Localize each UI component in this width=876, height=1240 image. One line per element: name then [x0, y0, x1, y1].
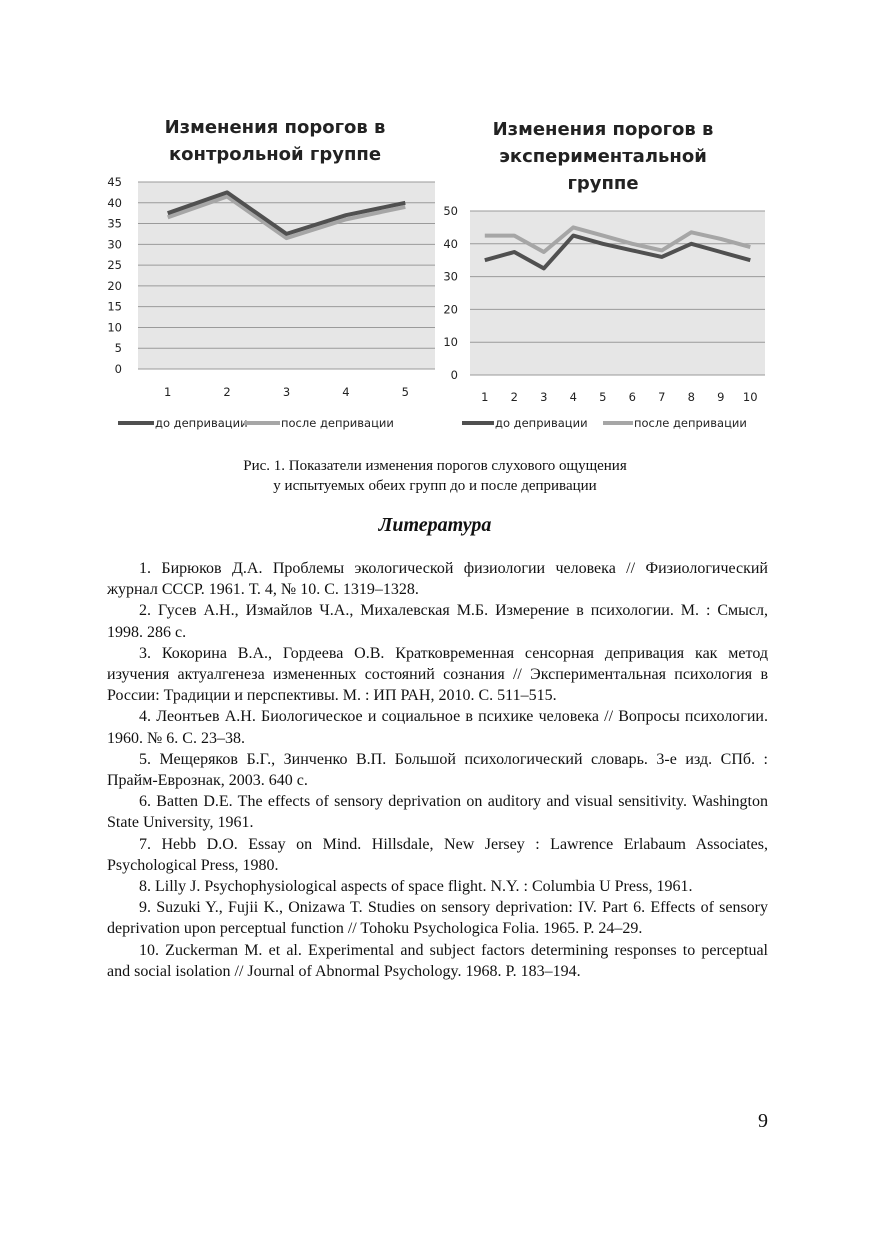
y-tick-label: 10 [107, 320, 122, 335]
y-tick-label: 45 [107, 175, 122, 189]
y-tick-label: 50 [443, 204, 458, 218]
reference-item: 4. Леонтьев А.Н. Биологическое и социальное в психике человека // Вопросы психологии. 1960. № 6. С. 23–38. [107, 708, 768, 747]
chart-title-line: группе [567, 173, 639, 194]
x-tick-label: 1 [481, 390, 489, 404]
x-tick-label: 7 [658, 390, 666, 404]
chart-title-line: Изменения порогов в [492, 119, 714, 140]
x-tick-label: 1 [164, 385, 172, 399]
y-tick-label: 35 [107, 216, 122, 231]
x-tick-label: 5 [401, 385, 409, 399]
x-tick-label: 6 [628, 390, 636, 404]
y-tick-label: 15 [107, 299, 122, 314]
experimental-group-chart [440, 105, 775, 440]
y-tick-label: 30 [107, 237, 122, 252]
y-tick-label: 30 [443, 269, 458, 284]
page-number: 9 [758, 1110, 768, 1132]
reference-item: 5. Мещеряков Б.Г., Зинченко В.П. Большой психологический словарь. 3-е изд. СПб. : Прайм-Еврознак, 2003. 640 с. [107, 750, 768, 790]
x-tick-label: 5 [599, 390, 607, 404]
figure-caption-line-1: Рис. 1. Показатели изменения порогов слухового ощущения [243, 458, 627, 474]
reference-item: 6. Batten D.E. The effects of sensory deprivation on auditory and visual sensitivity. Washington State University, 1961. [107, 793, 768, 832]
y-tick-label: 5 [114, 341, 122, 356]
x-tick-label: 3 [540, 390, 548, 404]
chart-title-line: контрольной группе [168, 144, 382, 165]
x-tick-label: 2 [510, 390, 518, 404]
reference-item: 1. Бирюков Д.А. Проблемы экологической физиологии человека // Физиологический журнал СССР. 1961. Т. 4, № 10. С. 1319–1328. [107, 560, 768, 599]
legend-label: после депривации [634, 416, 747, 430]
reference-item: 9. Suzuki Y., Fujii K., Onizawa T. Studies on sensory deprivation: IV. Part 6. Effects of sensory deprivation upon perceptual function // Tohoku Psychologica Folia. 1965. P. 24–29. [107, 899, 768, 938]
legend-label: после депривации [281, 416, 394, 430]
x-tick-label: 3 [282, 385, 291, 399]
x-tick-label: 10 [742, 390, 758, 404]
y-tick-label: 20 [443, 302, 458, 317]
references-heading: Литература [378, 514, 492, 536]
chart-title-line: экспериментальной [499, 146, 707, 167]
legend-label: до депривации [495, 416, 588, 430]
x-tick-label: 2 [223, 385, 231, 399]
x-tick-label: 4 [569, 390, 577, 404]
x-tick-label: 4 [342, 385, 350, 399]
y-tick-label: 40 [443, 236, 458, 251]
y-tick-label: 40 [107, 195, 122, 210]
reference-item: 7. Hebb D.O. Essay on Mind. Hillsdale, New Jersey : Lawrence Erlabaum Associates, Psychological Press, 1980. [107, 835, 768, 874]
x-tick-label: 8 [687, 390, 695, 404]
chart-title-line: Изменения порогов в [164, 117, 386, 138]
x-tick-label: 9 [717, 390, 725, 404]
reference-list [107, 558, 768, 982]
y-tick-label: 25 [107, 258, 122, 273]
y-tick-label: 10 [443, 335, 458, 350]
reference-item: 3. Кокорина В.А., Гордеева О.В. Кратковременная сенсорная депривация как метод изучения актуалгенеза измененных состояний сознания // Экспериментальная психология в России: Традиции и перспективы. М. : ИП РАН, 2010. С. 511–515. [107, 644, 768, 705]
y-tick-label: 0 [114, 362, 122, 376]
figure-caption [100, 456, 770, 496]
y-tick-label: 0 [450, 368, 458, 382]
control-group-chart [100, 105, 445, 440]
figure-caption-line-2: у испытуемых обеих групп до и после депривации [273, 478, 597, 494]
reference-item: 10. Zuckerman M. et al. Experimental and subject factors determining responses to perceptual and social isolation // Journal of Abnormal Psychology. 1968. P. 183–194. [107, 941, 768, 980]
y-tick-label: 20 [107, 278, 122, 293]
reference-item: 8. Lilly J. Psychophysiological aspects of space flight. N.Y. : Columbia U Press, 1961. [139, 878, 693, 896]
reference-item: 2. Гусев А.Н., Измайлов Ч.А., Михалевская М.Б. Измерение в психологии. М. : Смысл, 1998. 286 с. [107, 602, 768, 641]
legend-label: до депривации [155, 416, 248, 430]
